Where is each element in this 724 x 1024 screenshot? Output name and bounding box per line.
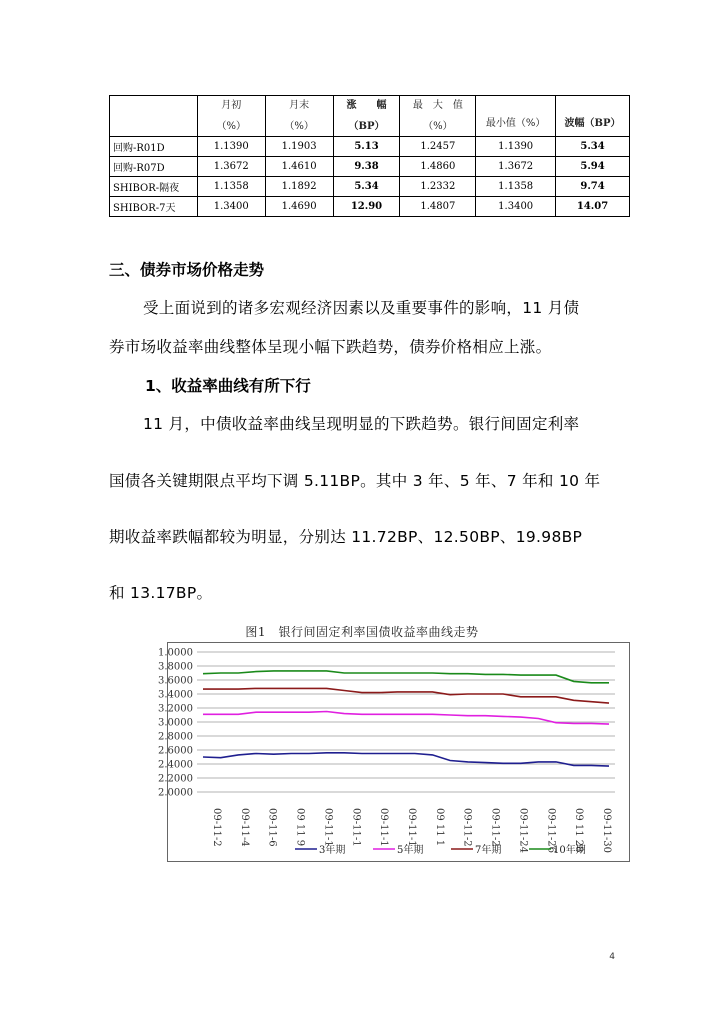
table-cell: SHIBOR-隔夜: [110, 177, 198, 197]
y-tick-label: 3.6000: [158, 675, 193, 687]
paragraph-line: 和 13.17BP。: [109, 584, 213, 602]
table-row: [110, 157, 630, 177]
table-header-cell: （%）: [265, 115, 333, 137]
x-tick-label: 09-11-1: [378, 808, 390, 847]
table-cell: 1.4860: [400, 157, 476, 177]
x-tick-label: 09-11-24: [517, 808, 529, 853]
table-cell: 1.1903: [265, 137, 333, 157]
table-header-cell: 最 大 值: [400, 96, 476, 116]
x-tick-label: 09 11 1: [433, 808, 445, 847]
table-header-cell: （%）: [400, 115, 476, 137]
table-cell: 1.3672: [476, 157, 556, 177]
table-header-cell: 月初: [197, 96, 265, 116]
x-tick-label: 09-11-1: [406, 808, 417, 847]
paragraph-line: 11 月，中债收益率曲线呈现明显的下跌趋势。银行间固定利率: [143, 415, 580, 433]
y-tick-label: 1.0000: [158, 647, 193, 659]
rate-table: [109, 95, 630, 217]
x-tick-label: 09 11 28: [573, 808, 585, 853]
table-cell: 回购-R07D: [110, 157, 198, 177]
y-tick-label: 2.8000: [158, 731, 193, 743]
x-tick-label: 09-11-2: [461, 808, 473, 847]
table-cell: 1.2457: [400, 137, 476, 157]
table-cell: 1.4690: [265, 197, 333, 217]
table-cell: 1.3672: [197, 157, 265, 177]
x-tick-label: 09-11-30: [601, 808, 612, 853]
y-tick-label: 2.6000: [158, 745, 193, 757]
table-cell: 1.2332: [400, 177, 476, 197]
table-cell: 5.13: [333, 137, 400, 157]
x-tick-label: 09-11-26: [545, 808, 557, 853]
table-cell: 14.07: [556, 197, 630, 217]
table-cell: 1.1390: [476, 137, 556, 157]
section-title: 三、债券市场价格走势: [109, 261, 265, 279]
table-cell: 9.74: [556, 177, 630, 197]
table-cell: 1.4807: [400, 197, 476, 217]
paragraph-line: 国债各关键期限点平均下调 5.11BP。其中 3 年、5 年、7 年和 10 年: [109, 472, 601, 490]
x-tick-label: 09-11-4: [238, 808, 250, 847]
table-cell: 12.90: [333, 197, 400, 217]
x-tick-label: 09-11-2: [211, 808, 222, 847]
chart-frame: [168, 643, 630, 862]
x-tick-label: 09-11-1: [350, 808, 362, 847]
y-tick-label: 2.4000: [158, 759, 193, 771]
x-tick-label: 09-11-1: [322, 808, 334, 847]
table-cell: 5.34: [556, 137, 630, 157]
legend-label: 10年期: [553, 845, 586, 856]
paragraph-line: 券市场收益率曲线整体呈现小幅下跌趋势，债券价格相应上涨。: [109, 338, 552, 356]
table-cell: 5.94: [556, 157, 630, 177]
page-number: 4: [609, 952, 615, 962]
x-tick-label: 09-11-2: [489, 808, 501, 847]
table-header-cell: 最小值（%）: [476, 96, 556, 137]
table-cell: 1.1358: [476, 177, 556, 197]
table-header-cell: 月末: [265, 96, 333, 116]
table-cell: 5.34: [333, 177, 400, 197]
y-tick-label: 3.8000: [158, 661, 193, 673]
x-tick-label: 09 11 9: [294, 808, 306, 847]
y-tick-label: 3.0000: [158, 717, 193, 729]
subsection-title: 1、收益率曲线有所下行: [145, 377, 311, 395]
table-cell: 1.4610: [265, 157, 333, 177]
table-cell: SHIBOR-7天: [110, 197, 198, 217]
table-row: [110, 197, 630, 217]
table-cell: 回购-R01D: [110, 137, 198, 157]
table-cell: 1.3400: [476, 197, 556, 217]
yield-curve-chart: [158, 642, 630, 862]
table-header-cell: 波幅（BP）: [556, 96, 630, 137]
y-tick-label: 3.2000: [158, 703, 193, 715]
y-axis: [158, 648, 193, 799]
table-header-row: [110, 96, 630, 116]
legend-label: 3年期: [319, 845, 346, 856]
table-cell: 9.38: [333, 157, 400, 177]
paragraph-line: 受上面说到的诸多宏观经济因素以及重要事件的影响，11 月债: [143, 299, 580, 317]
table-cell: 1.1358: [197, 177, 265, 197]
x-tick-label: 09-11-6: [266, 808, 278, 847]
y-tick-label: 2.2000: [158, 773, 193, 785]
paragraph-line: 期收益率跌幅都较为明显，分别达 11.72BP、12.50BP、19.98BP: [109, 528, 583, 546]
table-row: [110, 137, 630, 157]
table-header-cell: （%）: [197, 115, 265, 137]
y-tick-label: 3.4000: [158, 689, 193, 701]
table-cell: 1.1390: [197, 137, 265, 157]
table-row: [110, 177, 630, 197]
table-cell: 1.1892: [265, 177, 333, 197]
table-header-cell: [110, 96, 198, 137]
table-cell: 1.3400: [197, 197, 265, 217]
y-tick-label: 2.0000: [158, 787, 193, 799]
legend-label: 5年期: [397, 845, 424, 856]
legend-label: 7年期: [475, 845, 502, 856]
figure-caption: 图1 银行间固定利率国债收益率曲线走势: [245, 625, 479, 639]
table-header-cell: 涨 幅: [333, 96, 400, 116]
table-header-cell: （BP）: [333, 115, 400, 137]
